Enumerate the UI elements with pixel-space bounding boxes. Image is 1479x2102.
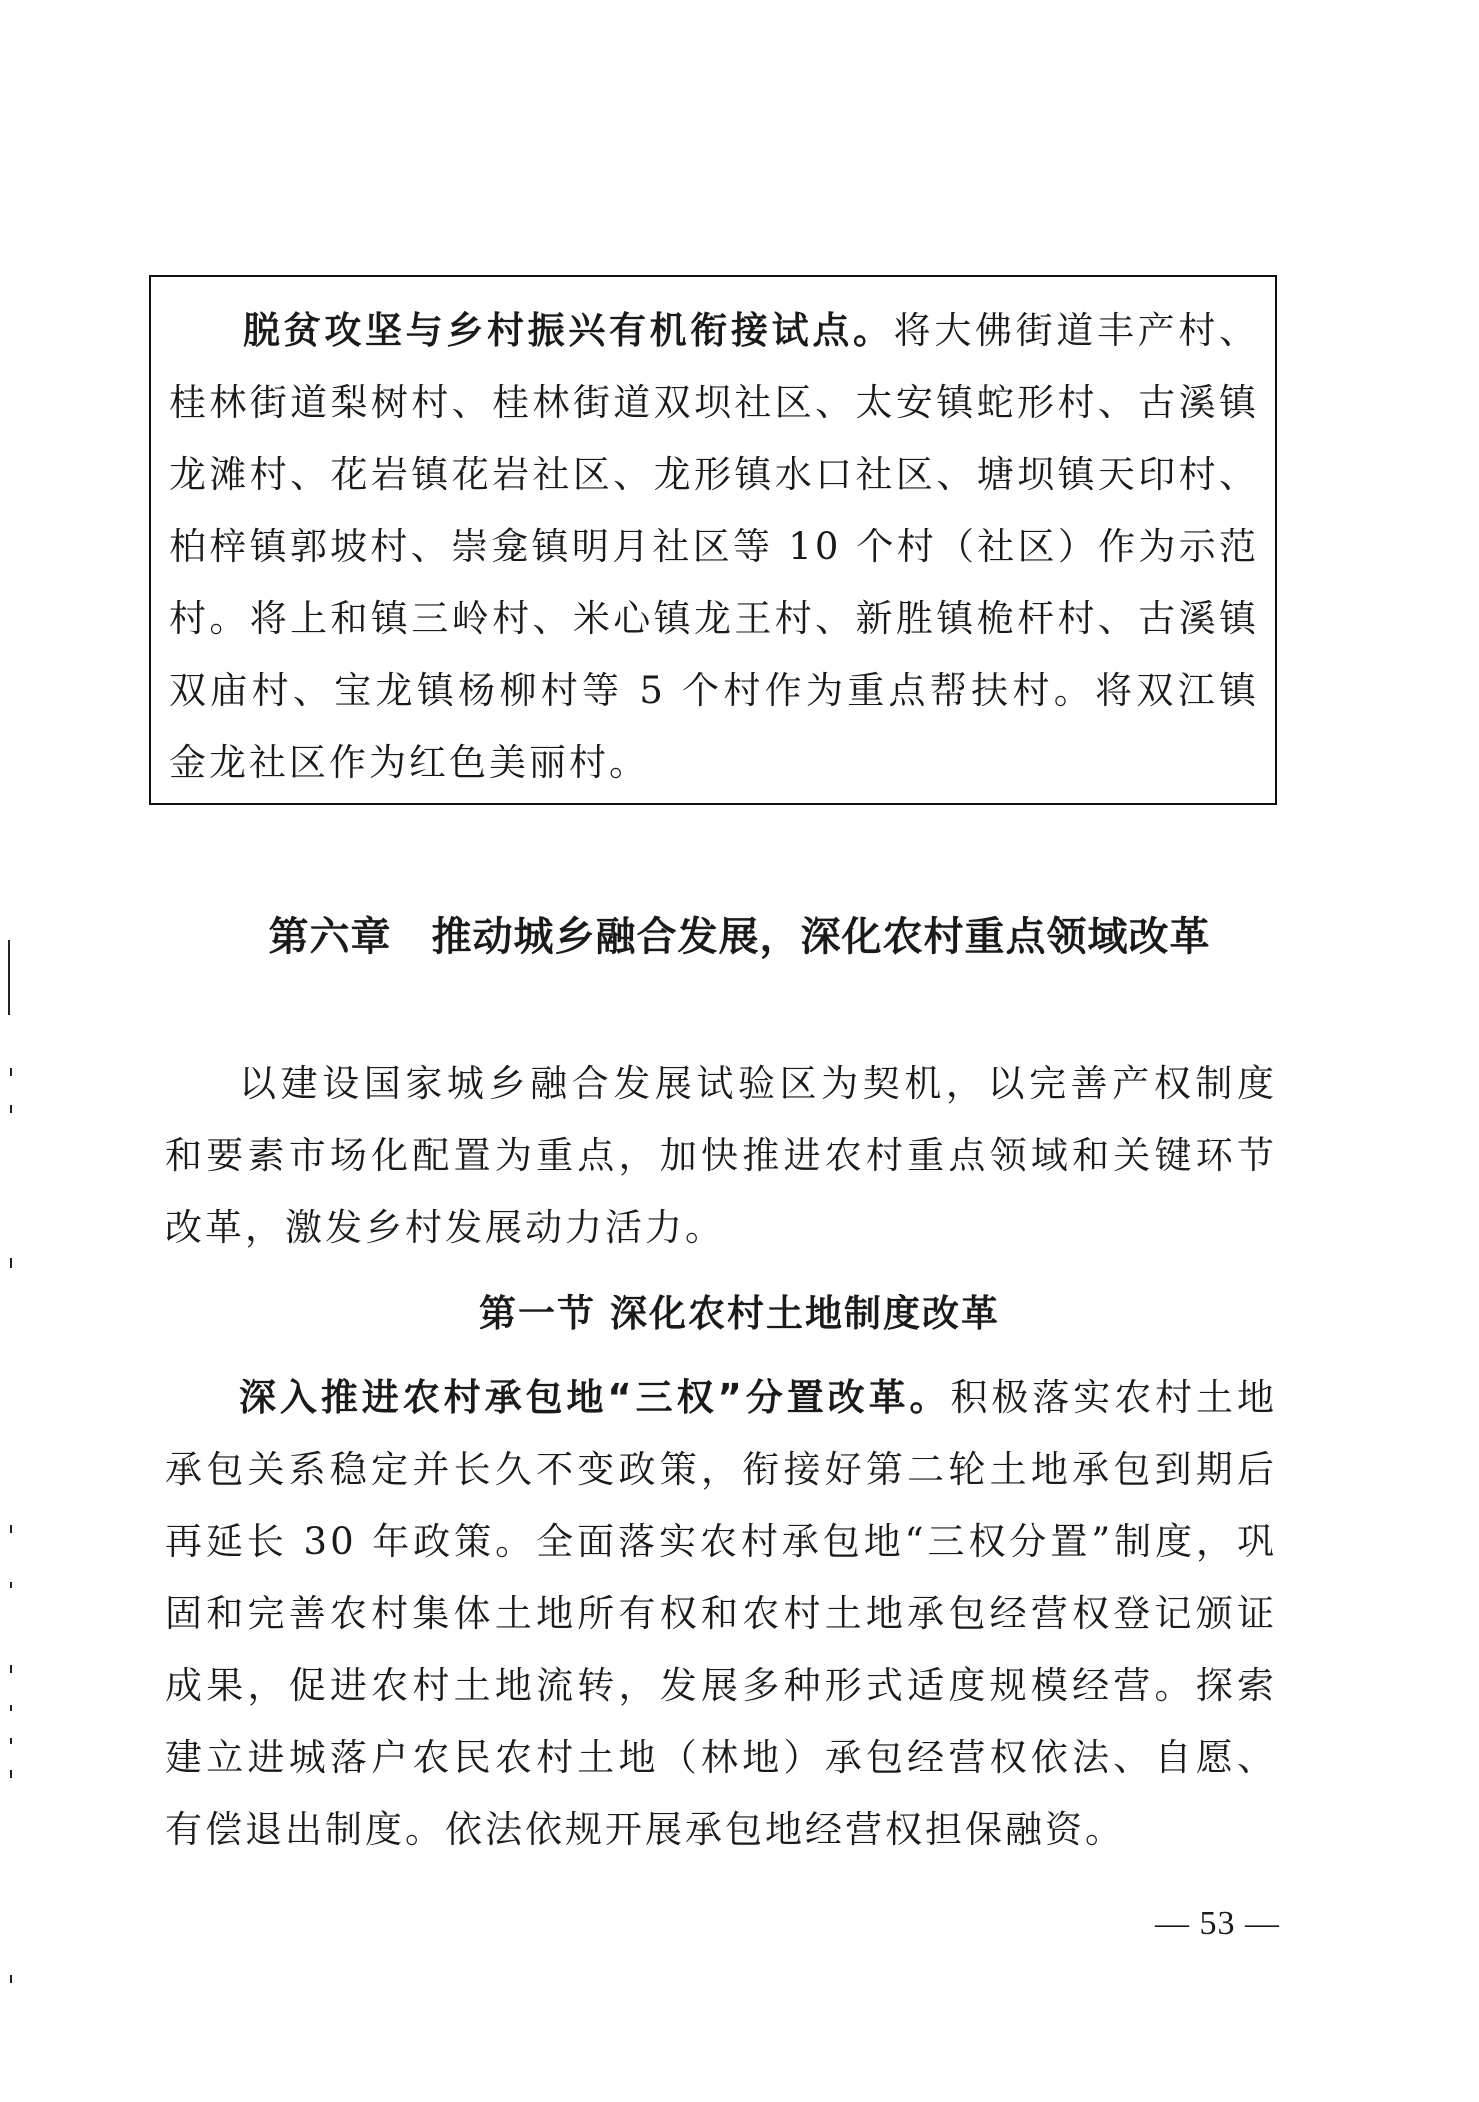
section-title: 深化农村土地制度改革 (610, 1292, 1000, 1335)
binding-mark (10, 1665, 12, 1673)
binding-mark (10, 1975, 12, 1983)
binding-mark (10, 1705, 12, 1711)
box-paragraph-text: 将大佛街道丰产村、桂林街道梨树村、桂林街道双坝社区、太安镇蛇形村、古溪镇龙滩村、花岩镇花岩社区、龙形镇水口社区、塘坝镇天印村、柏梓镇郭坡村、崇龛镇明月社区等 10 个村（社区）作为示范村。将上和镇三岭村、米心镇龙王村、新胜镇桅杆村、古溪镇双庙村、宝龙镇杨柳村等 5 个村作为重点帮扶村。将双江镇金龙社区作为红色美丽村。 (169, 309, 1260, 784)
chapter-number: 第六章 (268, 914, 392, 960)
page-number: — 53 — (1155, 1905, 1280, 1942)
binding-mark (10, 1105, 12, 1113)
intro-block (165, 1048, 1277, 1264)
section-paragraph (165, 1362, 1277, 1866)
binding-mark (10, 1770, 12, 1778)
section-number: 第一节 (479, 1292, 596, 1335)
binding-mark (10, 1582, 12, 1588)
section-heading (0, 1283, 1479, 1337)
box-paragraph (169, 295, 1259, 799)
intro-paragraph: 以建设国家城乡融合发展试验区为契机，以完善产权制度和要素市场化配置为重点，加快推进农村重点领域和关键环节改革，激发乡村发展动力活力。 (165, 1062, 1277, 1249)
binding-mark (10, 1738, 12, 1744)
box-paragraph-lead: 脱贫攻坚与乡村振兴有机衔接试点。 (243, 309, 894, 352)
highlight-box (149, 275, 1277, 805)
section-paragraph-lead: 深入推进农村承包地“三权”分置改革。 (239, 1376, 951, 1419)
binding-mark (10, 1525, 12, 1533)
chapter-heading (0, 905, 1479, 962)
section-body (165, 1362, 1277, 1866)
binding-mark (10, 1068, 12, 1076)
chapter-title: 推动城乡融合发展，深化农村重点领域改革 (431, 914, 1211, 960)
section-paragraph-text: 积极落实农村土地承包关系稳定并长久不变政策，衔接好第二轮土地承包到期后再延长 30 年政策。全面落实农村承包地“三权分置”制度，巩固和完善农村集体土地所有权和农村土地承包经营权登记颁证成果，促进农村土地流转，发展多种形式适度规模经营。探索建立进城落户农民农村土地（林地）承包经营权依法、自愿、有偿退出制度。依法依规开展承包地经营权担保融资。 (165, 1376, 1277, 1851)
binding-mark (8, 940, 10, 1015)
binding-mark (10, 1258, 12, 1268)
